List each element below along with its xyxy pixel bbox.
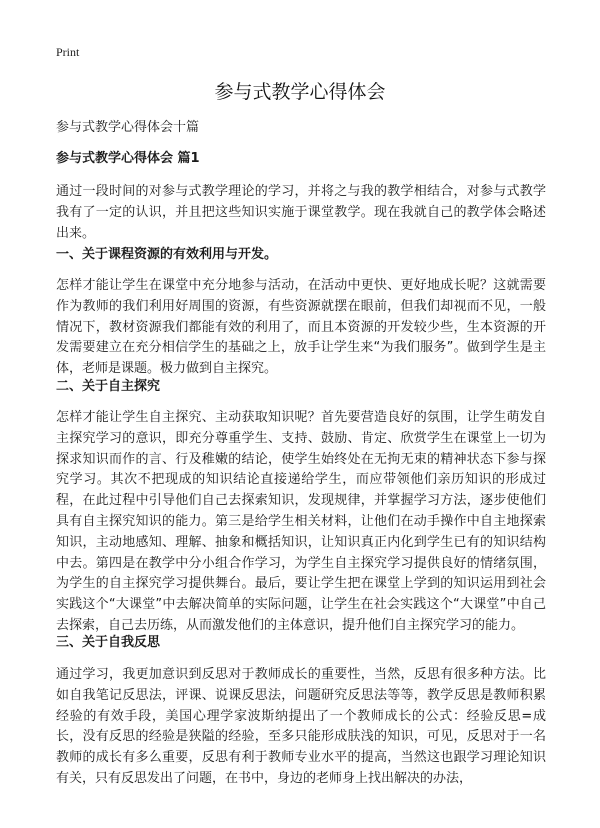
page-title: 参与式教学心得体会 xyxy=(214,81,386,103)
article-heading: 参与式教学心得体会 篇1 xyxy=(56,151,200,166)
section-body-2: 怎样才能让学生自主探究、主动获取知识呢？首先要营造良好的氛围，让学生萌发自主探究学习的意识，即充分尊重学生、支持、鼓励、肯定、欣赏学生在课堂上一切为探求知识而作的言、行及稚嫩的结论，使学生始终处在无拘无束的精神状态下参与探究学习。其次不把现成的知识结论直接递给学生，而应带领他们亲历知识的形成过程，在此过程中引导他们自己去探索知识，发现规律，并掌握学习方法，逐步使他们具有自主探究知识的能力。第三是给学生相关材料，让他们在动手操作中自主地探索知识，主动地感知、理解、抽象和概括知识，让知识真正内化到学生已有的知识结构中去。第四是在教学中分小组合作学习，为学生自主探究学习提供良好的情绪氛围，为学生的自主探究学习提供舞台。最后，要让学生把在课堂上学到的知识运用到社会实践这个“大课堂”中去解决简单的实际问题，让学生在社会实践这个“大课堂”中自己去探索，自己去历练，从而激发他们的主体意识，提升他们自主探究学习的能力。 xyxy=(56,410,546,633)
section-body-1: 怎样才能让学生在课堂中充分地参与活动，在活动中更快、更好地成长呢？这就需要作为教师的我们利用好周围的资源，有些资源就摆在眼前，但我们却视而不见，一般情况下，教材资源我们都能有效的利用了，而且本资源的开发较少些，生本资源的开发需要建立在充分相信学生的基础之上，放手让学生来“为我们服务”。做到学生是主体，老师是课题。极力做到自主探究。 xyxy=(56,278,546,377)
section-heading-3: 三、关于自我反思 xyxy=(56,635,161,650)
section-heading-2: 二、关于自主探究 xyxy=(56,379,161,394)
print-link[interactable]: Print xyxy=(56,45,80,59)
document-subtitle: 参与式教学心得体会十篇 xyxy=(56,120,200,135)
intro-paragraph: 通过一段时间的对参与式教学理论的学习，并将之与我的教学相结合，对参与式教学我有了一定的认识，并且把这些知识实施于课堂教学。现在我就自己的教学体会略述出来。 xyxy=(56,184,546,241)
section-heading-1: 一、关于课程资源的有效利用与开发。 xyxy=(56,247,278,262)
section-body-3: 通过学习，我更加意识到反思对于教师成长的重要性，当然，反思有很多种方法。比如自我笔记反思法，评课、说课反思法，问题研究反思法等等，教学反思是教师积累经验的有效手段，美国心理学家波斯纳提出了一个教师成长的公式：经验反思=成长，没有反思的经验是狭隘的经验，至多只能形成肤浅的知识，可见，反思对于一名教师的成长有多么重要，反思有利于教师专业水平的提高，当然这也跟学习理论知识有关，只有反思发出了问题，在书中，身边的老师身上找出解决的办法， xyxy=(56,667,546,786)
